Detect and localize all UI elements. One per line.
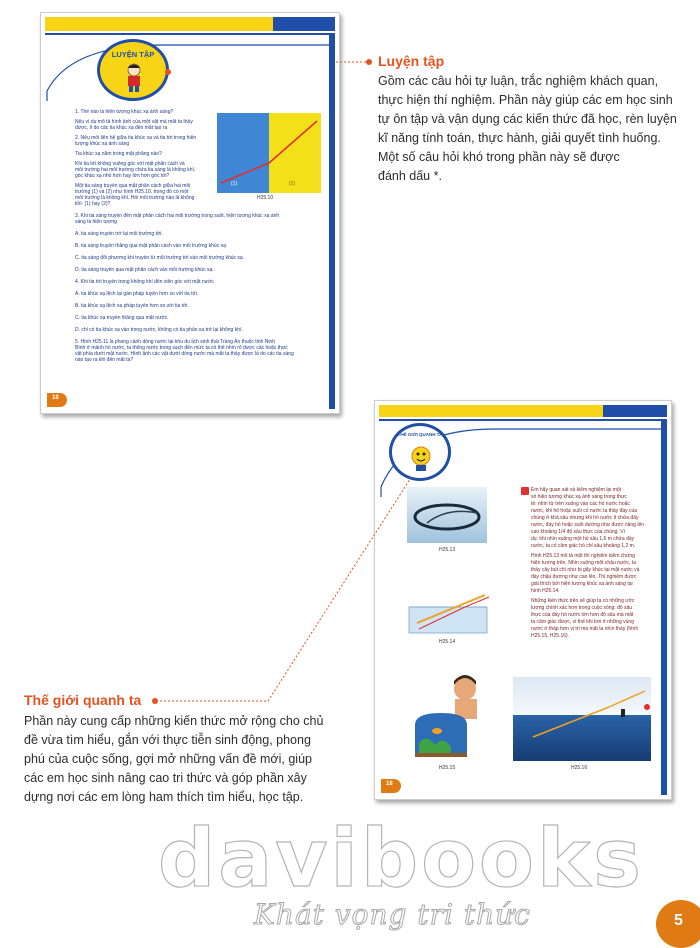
q-line: được, lí do các tia khúc xạ đến mắt tạo ra xyxy=(75,125,168,131)
brand-tagline: Khát vọng tri thức xyxy=(254,898,531,931)
side-line: H25.15, H25.16). xyxy=(531,633,570,639)
q-line: nào tạo ra khi đến mắt ta? xyxy=(75,357,134,363)
desc-line: đánh dấu *. xyxy=(378,169,442,183)
the-gioi-title: Thế giới quanh ta xyxy=(24,692,142,708)
side-line: Em hãy quan sát và kiểm nghiệm lại một xyxy=(531,487,622,493)
thumb1-page-number: 18 xyxy=(52,395,59,401)
badge-label: THẾ GIỚI QUANH TA xyxy=(397,432,443,437)
side-line: nước, ta có cảm giác hồ chỉ sâu khoảng 1,2 m. xyxy=(531,543,636,549)
desc-line: phú của cuộc sống, gợi mở những vấn đề mới, giúp xyxy=(24,752,312,766)
side-line: nước ở thấp hơn vị trí mà mắt ta nhìn thấy (hình xyxy=(531,626,639,632)
side-line: nước, đáy hồ hoặc suối dường như được nâng lên xyxy=(531,522,645,528)
q-line: Bình ở mảnh hồ nước, ta thông nước trong sạch đến mức ta có thể nhìn rõ được các hoặc thực xyxy=(75,345,288,351)
q-line: 5. Hình H25.11 là phong cảnh dòng nước tại khu du lịch sinh thái Tràng An thuộc tỉnh Ninh xyxy=(75,339,275,345)
page-number: 5 xyxy=(674,912,683,929)
badge-label: LUYỆN TẬP xyxy=(111,50,155,59)
side-line: thực của đáy hồ nước lớn hơn độ sâu mà mắt xyxy=(531,612,634,618)
brand-watermark: davibooks xyxy=(158,812,644,905)
side-line: Hình H25.13 mô tả một thí nghiệm kiểm chứng xyxy=(531,553,635,559)
desc-line: Gồm các câu hỏi tự luận, trắc nghiệm khách quan, xyxy=(378,74,659,88)
q-line: D. tia sáng truyền qua mặt phân cách vào môi trường khúc xạ. xyxy=(75,267,214,273)
q-line: A. tia khúc xạ lệch lại gần pháp tuyến hơn so với tia tới. xyxy=(75,291,199,297)
q-line: sáng là hiện tượng xyxy=(75,219,117,225)
q-line: trường (1) và (2) như hình H25.10, trong đó có một xyxy=(75,189,189,195)
q-line: 3. Khi tia sáng truyền đến mặt phân cách hai môi trường trong suốt, hiện tượng khúc xạ ánh xyxy=(75,213,280,219)
side-line: Những kiến thức trên sẽ giúp ta có những ước xyxy=(531,598,635,604)
side-line: giải thích bởi hiện tượng khúc xạ ánh sáng tại xyxy=(531,581,633,587)
q-line: Nêu ví dụ mô tả hình ảnh của một vật mà mắt ta thấy xyxy=(75,119,193,125)
luyen-tap-title: Luyện tập xyxy=(378,53,445,69)
medium-1-label: (1) xyxy=(231,181,238,187)
page-number-badge xyxy=(656,900,700,948)
q-line: B. tia khúc xạ lệch xa pháp tuyến hơn so với tia tới. xyxy=(75,303,189,309)
side-line: thấy cây bút chì như bị gãy khúc tại mặt nước và xyxy=(531,567,640,573)
q-line: 2. Nêu mối liên hệ giữa tia khúc xạ và tia tới trong hiện xyxy=(75,135,197,141)
q-line: Một tia sáng truyền qua mặt phân cách giữa hai môi xyxy=(75,183,191,189)
the-gioi-description xyxy=(24,712,354,807)
q-line: C. tia sáng đổi phương khi truyền từ môi trường tới vào môi trường khúc xạ. xyxy=(75,255,245,261)
caption-h25-16: H25.16 xyxy=(571,765,588,771)
q-line: khí: (1) hay (2)? xyxy=(75,201,111,207)
q-line: Khi tia tới không vuông góc với mặt phân cách và xyxy=(75,161,185,167)
desc-line: dựng nơi các em lòng ham thích tìm hiểu, học tập. xyxy=(24,790,304,804)
caption-h25-13: H25.13 xyxy=(439,547,456,553)
side-line: lượng chính xác hơn trong cuộc sống: độ sâu xyxy=(531,605,633,611)
q-line: tượng khúc xạ ánh sáng xyxy=(75,141,130,147)
desc-line: Phần này cung cấp những kiến thức mở rộng cho chủ xyxy=(24,714,324,728)
q-line: môi trường là không khí. Hỏi môi trường nào là không xyxy=(75,195,195,201)
q-line: B. tia sáng truyền thẳng qua mặt phân cách vào môi trường khúc xạ. xyxy=(75,243,228,249)
side-line: đáy chậu dường như cao lên. Thí nghiệm được xyxy=(531,574,637,580)
desc-line: Một số câu hỏi khó trong phần này sẽ được xyxy=(378,150,620,164)
desc-line: thực hiện thí nghiệm. Phần này giúp các em học sinh xyxy=(378,93,673,107)
desc-line: kĩ năng tính toán, thực hành, giải quyết tình huống. xyxy=(378,131,661,145)
side-line: hiện tượng trên. Nhìn xuống một chậu nước, ta xyxy=(531,560,636,566)
q-line: môi trường hai môi trường chứa tia sáng là không khí, xyxy=(75,167,196,173)
q-line: 1. Thế nào là hiện tượng khúc xạ ánh sáng? xyxy=(75,109,174,115)
desc-line: các em học sinh nâng cao tri thức và góp phần xây xyxy=(24,771,307,785)
q-line: vật phía dưới mặt nước. Hình ảnh các vật dưới dòng nước mà mắt ta thấy được là do các tia sáng xyxy=(75,351,294,357)
side-line: số hiện tượng khúc xạ ánh sáng trong thực xyxy=(531,494,627,500)
side-line: ta cảm giác được, vì thế khi bơi ở những vùng xyxy=(531,619,634,625)
q-line: A. tia sáng truyền trở lại môi trường tới. xyxy=(75,231,163,237)
q-line: C. tia khúc xạ truyền thẳng qua mặt nước. xyxy=(75,315,169,321)
q-line: 4. Khi tia tới truyền trong không khí đến xiên góc với mặt nước xyxy=(75,279,214,285)
side-line: cao khoảng 1/4 độ sâu thực của chúng. Ví xyxy=(531,529,625,535)
side-line: nước, khi hồ hoặc suối có nước ta thấy đáy của xyxy=(531,508,638,514)
medium-2-label: (2) xyxy=(289,181,296,187)
side-line: chúng ở khá sâu nhưng khi hồ nước ít chứa đầy xyxy=(531,515,639,521)
side-line: hình H25.14. xyxy=(531,588,560,594)
caption-h25-15: H25.15 xyxy=(439,765,456,771)
q-line: D. chỉ có tia khúc xạ vào trong nước, không có tia phản xạ trở lại không khí. xyxy=(75,327,243,333)
side-line: tế: nhìn từ trên xuống vào các hồ nước hoặc xyxy=(531,501,630,507)
thumb2-page-number: 18 xyxy=(386,781,393,787)
desc-line: tự ôn tập và vận dụng các kiến thức đã học, rèn luyện xyxy=(378,112,677,126)
figure-caption: H25.10 xyxy=(257,195,274,201)
side-line: dụ: khi nhìn xuống một hồ sâu 1,6 m chứa đầy xyxy=(531,536,635,542)
q-line: góc khúc xạ nhỏ hơn hay lớn hơn góc tới? xyxy=(75,173,170,179)
caption-h25-14: H25.14 xyxy=(439,639,456,645)
q-line: Tia khúc xạ nằm trong mặt phẳng nào? xyxy=(75,151,162,157)
desc-line: đề vừa tìm hiểu, gắn với thực tiễn sinh động, phong xyxy=(24,733,311,747)
